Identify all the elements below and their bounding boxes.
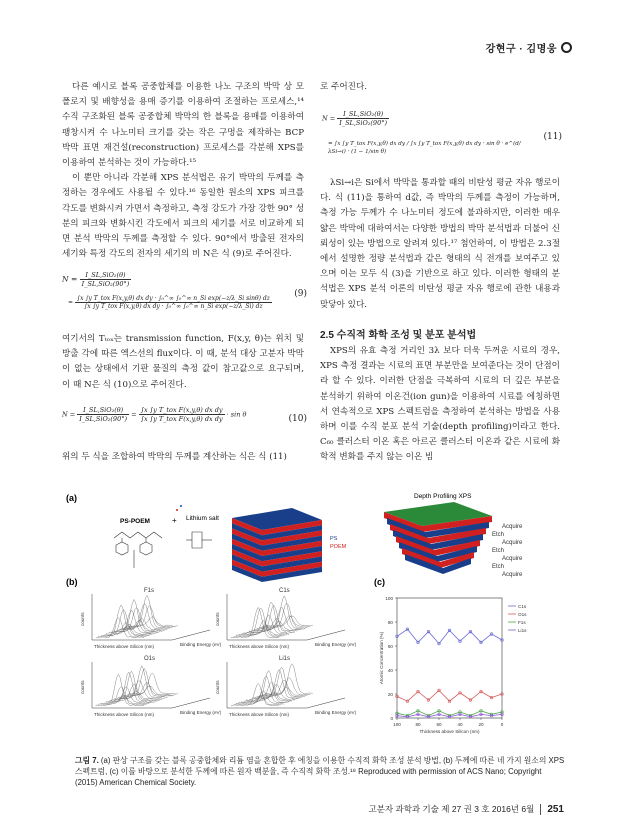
legend-entry: F1s	[518, 619, 526, 625]
x-tick-label: 100	[393, 722, 401, 727]
left-para-4: 위의 두 식을 조합하여 박막의 두께를 계산하는 식은 식 (11)	[62, 452, 287, 462]
eq11-lhs: N =	[322, 114, 336, 123]
eq10-frac1-num: I_SL,SiO₂(θ)	[77, 406, 129, 415]
eq9-frac2-den: ∫x ∫y T_tox F(x,y,θ) dx dy · ∫₀^∞ ∫₀^∞ n_Si exp(−z/λ_Si) dz	[84, 303, 263, 310]
lamellar-cube	[232, 508, 322, 582]
legend-entry: C1s	[518, 603, 527, 609]
dot-blue-icon	[180, 505, 182, 507]
acquire-step-label: Acquire	[502, 540, 523, 546]
right-column-bottom	[320, 344, 560, 466]
eq9-frac1-den: I_SL,SiO₂(90°)	[81, 280, 130, 288]
eq9-frac1-num: I_SL,SiO₂(θ)	[80, 271, 132, 280]
circle-icon	[561, 42, 572, 53]
spectrum-title: F1s	[144, 588, 155, 594]
y-tick-label: 40	[387, 667, 393, 673]
figure-7	[62, 490, 562, 752]
spectrum-plot-f1s	[80, 588, 222, 649]
y-tick-label: 100	[385, 595, 393, 601]
x-tick-label: 20	[478, 722, 484, 727]
y-tick-label: 0	[390, 715, 393, 721]
eq11-frac1-den: I_SL,SiO₂(90°)	[339, 119, 387, 127]
x-tick-label: 60	[436, 722, 442, 727]
x-axis-label: Thickness above Silicon (nm)	[94, 712, 154, 717]
acquire-step-label: Acquire	[502, 556, 523, 562]
eq10-number: (10)	[288, 414, 307, 424]
figure-caption	[75, 755, 565, 788]
legend-entry: O1s	[518, 611, 527, 617]
y-tick-label: 80	[387, 619, 393, 625]
energy-axis-label: Binding Energy (eV)	[180, 642, 222, 647]
depth-axis	[172, 630, 210, 640]
figure-svg	[62, 490, 562, 752]
ps-poem-label: PS-POEM	[120, 518, 150, 525]
depth-profiling-label: Depth Profiling XPS	[414, 493, 472, 500]
equation-10: N = $\frac{\text{I\_SL,SiO₂(θ)}}{\text{I\_SL,SiO₂(90°)}}$ = $\frac{\text{∫x ∫y T\_tox F(x,y,θ) dx dy}}{\text{∫x ∫y T\_tox F(x,y,θ) dx dy}}$ · sin θ (10)	[62, 406, 307, 424]
etch-step-label: Etch	[492, 532, 505, 538]
spectrum-trace	[260, 603, 308, 628]
right-column-mid	[320, 176, 560, 313]
legend-entry: Li1s	[518, 627, 527, 633]
eq10-frac1-den: I_SL,SiO₂(90°)	[79, 415, 127, 423]
caption-label: 그림 7.	[75, 756, 99, 765]
eq10-frac2-den: ∫x ∫y T_tox F(x,y,θ) dx dy	[140, 415, 223, 423]
left-column-bottom	[62, 450, 304, 465]
x-axis-label: Thickness above Silicon (nm)	[94, 644, 154, 649]
spectrum-trace	[117, 621, 165, 631]
spectrum-trace	[125, 596, 173, 629]
page-number: 251	[540, 804, 564, 815]
poem-label: POEM	[330, 544, 347, 550]
left-para-2: 이 뿐만 아니라 각분해 XPS 분석법은 유기 박막의 두께를 측정하는 경우에도 사용될 수 있다.¹⁶ 동일한 원소의 XPS 피크를 각도를 변화시켜 가면서 측정하고, 측정 강도가 가장 강한 90° 성분의 피크와 변화시킨 각도에서 피크의 세기를 서로 비교하게 되면 분석 박막의 두께를 측정할 수 있다. 90°에서 방출된 전자의 세기와 특정 각도의 전자의 세기의 비 N은 식 (9)로 주어진다.	[62, 173, 304, 260]
panel-c-label: (c)	[374, 577, 385, 587]
spectrum-trace	[122, 604, 170, 629]
acquire-step-label: Acquire	[502, 524, 523, 530]
left-para-1: 다른 예시로 블록 공중합체를 이용한 나노 구조의 박막 상 모폴로지 및 배향성을 용매 증기를 이용하여 조절하는 프로세스,¹⁴ 수직 구조화된 블록 공중합체 박막의 한 블록을 용매를 이용하여 팽창시켜 수 나노미터 크기를 갖는 작은 구멍을 제작하는 BCP 박막 표면 재건설(reconstruction) 프로세스를 각분해 XPS를 이용하여 분석하는 것이 가능하다.¹⁵	[62, 82, 304, 169]
y-axis-label: counts	[80, 612, 85, 626]
y-axis-label: counts	[215, 612, 220, 626]
spectrum-trace	[96, 618, 144, 638]
depth-axis	[307, 630, 345, 640]
acquire-step-label: Acquire	[502, 572, 523, 578]
x-axis-label: Thickness above Silicon (nm)	[419, 729, 480, 734]
ps-label: PS	[330, 536, 338, 542]
depth-axis	[307, 698, 345, 708]
acquire-etch-steps	[492, 524, 523, 578]
spectra-waterfall-plots	[80, 588, 357, 717]
eq10-lhs: N =	[62, 410, 76, 419]
x-axis-label: Thickness above Silicon (nm)	[229, 712, 289, 717]
plus-sign: +	[172, 516, 177, 525]
energy-axis-label: Binding Energy (eV)	[315, 710, 357, 715]
left-column-mid	[62, 332, 304, 393]
energy-axis-label: Binding Energy (eV)	[180, 710, 222, 715]
caption-text: (a) 판상 구조를 갖는 블록 공중합체와 리튬 염을 혼합한 후 에칭을 이용한 수직적 화학 조성 분석 방법, (b) 두께에 따른 네 가지 원소의 XPS 스펙트럼, (c) 이를 바탕으로 분석한 두께에 따른 원자 백분율, 즉 수직적 화학 조성.¹⁸ Reproduced with permission of ACS Nano; Copyright (2015) American Chemical Society.	[75, 756, 565, 787]
journal-info: 고분자 과학과 기술 제 27 권 3 호 2016년 6월	[368, 804, 535, 814]
etched-cube	[384, 502, 492, 574]
y-axis-label: counts	[215, 680, 220, 694]
spectrum-plot-li1s	[215, 656, 357, 717]
spectrum-trace	[112, 600, 160, 633]
equation-9: N = $\frac{\text{I\_SL,SiO₂(θ)}}{\text{I\_SL,SiO₂(90°)}}$ = ∫x ∫y T_tox F(x,y,θ) dx dy · ∫₀^∞ ∫₀^∞ n_Si exp(−z/λ_Si sinθ) dz ∫x ∫y T_tox F(x,y,θ) dx dy · ∫₀^∞ ∫₀^∞ n_Si exp(−z/λ_Si) dz (9)	[62, 271, 307, 310]
spectrum-trace	[262, 678, 310, 696]
spectrum-title: Li1s	[279, 656, 291, 662]
section-title: 2.5 수직적 화학 조성 및 분포 분석법	[320, 330, 477, 341]
right-para-1: 로 주어진다.	[320, 82, 367, 92]
atomic-concentration-chart	[379, 596, 527, 734]
series-line-o1s	[397, 690, 502, 701]
depth-axis	[172, 698, 210, 708]
left-column	[62, 80, 304, 262]
spectrum-title: C1s	[279, 588, 290, 594]
series-line-c1s	[397, 629, 502, 643]
spectrum-trace	[265, 664, 313, 695]
eq10-frac2-num: ∫x ∫y T_tox F(x,y,θ) dx dy	[140, 406, 223, 414]
x-tick-label: 80	[415, 722, 421, 727]
eq11-number: (11)	[543, 132, 562, 142]
eq10-tail: · sin θ	[226, 410, 247, 419]
right-para-3: XPS의 유효 측정 거리인 3λ 보다 더욱 두꺼운 시료의 경우, XPS 측정 결과는 시료의 표면 부분만을 보여준다는 것이 단점이라 할 수 있다. 이러한 단점을 극복하여 시료의 더 깊은 부분을 분석하기 위하여 이온건(ion gun)을 이용하여 시료를 에칭하면서 연속적으로 XPS 스펙트럼을 측정하여 분석하는 방법을 사용하며 이를 수직 분포 분석 기술(depth profiling)이라고 한다. C₆₀ 클러스터 이온 혹은 아르곤 클러스터 이온과 같은 시료에 화학적 변화를 주지 않는 이온 빔	[320, 346, 560, 463]
chemical-structure-icon	[114, 532, 212, 568]
y-tick-label: 60	[387, 643, 393, 649]
panel-a-label: (a)	[66, 493, 77, 503]
y-axis-label: Atomic Concentration (%)	[379, 631, 384, 685]
eq9-lhs: N =	[62, 274, 78, 284]
eq9-frac2-num: ∫x ∫y T_tox F(x,y,θ) dx dy · ∫₀^∞ ∫₀^∞ n_Si exp(−z/λ_Si sinθ) dz	[76, 295, 270, 302]
equation-11	[322, 110, 562, 170]
energy-axis-label: Binding Energy (eV)	[315, 642, 357, 647]
spectrum-trace	[257, 680, 305, 697]
spectrum-trace	[231, 607, 279, 638]
right-column-top	[320, 80, 560, 95]
y-axis-label: counts	[80, 680, 85, 694]
eq11-frac1-num: I_SL,SiO₂(θ)	[337, 110, 389, 119]
spectrum-title: O1s	[144, 656, 156, 662]
y-tick-label: 20	[387, 691, 393, 697]
running-header	[486, 40, 572, 55]
eq9-number: (9)	[294, 289, 307, 299]
lithium-salt-label: Lithium salt	[186, 515, 219, 522]
left-para-3: 여기서의 Tₜₒₓ는 transmission function, F(x,y, θ)는 위치 및 방출 각에 따른 엑스선의 flux이다. 이 때, 분석 대상 고분자 박막이 없는 상태에서 기판 물질의 측정 값이 참고값으로 요구되며, 이 때 N은 식 (10)으로 주어진다.	[62, 334, 304, 390]
x-axis-label: Thickness above Silicon (nm)	[229, 644, 289, 649]
spectrum-trace	[247, 605, 295, 632]
author-names: 강현구 · 김명웅	[485, 44, 557, 55]
panel-b-label: (b)	[66, 577, 78, 587]
page-footer	[368, 803, 564, 815]
x-tick-label: 0	[500, 722, 504, 727]
spectrum-plot-o1s	[80, 656, 222, 717]
etch-step-label: Etch	[492, 548, 505, 554]
eq11-line2: = ∫x ∫y T_tox F(x,y,θ) dx dy / ∫x ∫y T_tox F(x,y,θ) dx dy · sin θ · e^(d/λSi→i) · (1 − 1/sin θ)	[328, 141, 521, 155]
x-tick-label: 40	[457, 722, 463, 727]
etch-step-label: Etch	[492, 564, 505, 570]
dot-red-icon	[176, 509, 178, 511]
spectrum-plot-c1s	[215, 588, 357, 649]
right-para-2: λSi→i은 Si에서 박막을 통과할 때의 비탄성 평균 자유 행로이다. 식 (11)을 통하여 d값, 즉 박막의 두께를 측정이 가능하며, 측정 가능 두께가 수 나노미터 정도에 불과하지만, 이러한 매우 얇은 박막에 대하여서는 다양한 방법의 박막 분석법과 더불어 신뢰성이 있는 방법으로 알려져 있다.¹⁷ 첨언하여, 이 방법은 2.3절에서 설명한 정량 분석법과 같은 형태의 식 전개를 보여주고 있으며 이는 모두 식 (3)을 기반으로 하고 있다. 이러한 형태의 분석법은 XPS 분석 이론의 비탄성 평균 자유 행로에 관한 내용과 맞닿아 있다.	[320, 178, 560, 310]
